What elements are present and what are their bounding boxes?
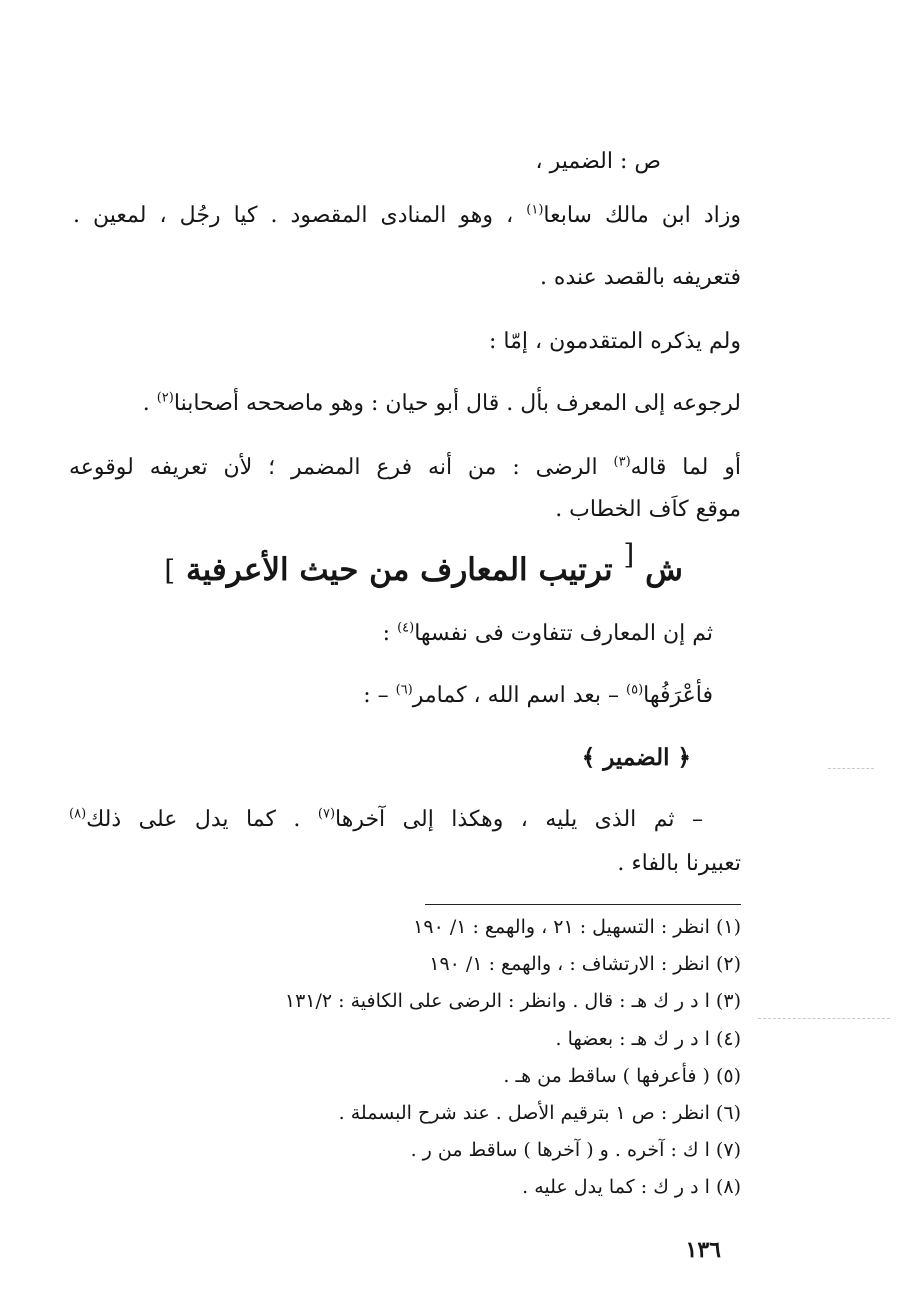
footnote-2 xyxy=(429,947,741,981)
body-text: فأعْرَفُها xyxy=(643,683,713,708)
body-text: وزاد ابن مالك سابعا xyxy=(543,203,741,228)
page-number xyxy=(686,1230,721,1270)
footnote-ref-1: (١) xyxy=(526,202,544,218)
body-text: – ثم الذى يليه ، وهكذا إلى آخرها xyxy=(335,807,703,832)
subheading-text: ﴿ الضمير ﴾ xyxy=(581,744,691,771)
body-line-4 xyxy=(143,384,741,424)
footnote-text: (٤) ا د ر ك هـ : بعضها . xyxy=(555,1028,741,1050)
heading-close-bracket: ] xyxy=(164,554,176,587)
body-line-2 xyxy=(540,258,741,298)
footnote-ref-6: (٦) xyxy=(395,682,413,698)
scan-artifact xyxy=(828,768,874,769)
scan-artifact xyxy=(758,1018,890,1019)
section-heading xyxy=(164,538,683,597)
body-text: – بعد اسم الله ، كمامر xyxy=(412,683,619,708)
body-text: . كما يدل على ذلك xyxy=(86,807,301,832)
body-line-5 xyxy=(69,448,741,488)
footnote-1 xyxy=(413,910,741,944)
body-line-7 xyxy=(383,614,713,654)
footnote-7 xyxy=(411,1133,741,1167)
heading-open-bracket: [ xyxy=(623,538,635,571)
footnote-text: (٥) ( فأعرفها ) ساقط من هـ . xyxy=(503,1065,741,1087)
footnote-separator xyxy=(425,904,741,905)
body-text: ثم إن المعارف تتفاوت فى نفسها xyxy=(414,621,713,646)
body-text: ، وهو المنادى المقصود . كيا رجُل ، لمعين . xyxy=(73,203,514,228)
body-line-1 xyxy=(73,196,741,236)
heading-title: ترتيب المعارف من حيث الأعرفية xyxy=(185,552,613,588)
footnote-4 xyxy=(556,1022,741,1056)
header-marker: ص xyxy=(634,149,661,174)
body-line-10 xyxy=(617,844,741,884)
pronoun-subheading xyxy=(582,738,691,778)
footnote-text: (٣) ا د ر ك هـ : قال . وانظر : الرضى على الكافية : ١٣١/٢ xyxy=(284,990,741,1012)
footnote-ref-8: (٨) xyxy=(69,806,87,822)
footnote-text: (٢) انظر : الارتشاف : ، والهمع : ١/ ١٩٠ xyxy=(429,953,741,975)
body-line-6 xyxy=(555,490,741,530)
body-text: فتعريفه بالقصد عنده . xyxy=(539,265,741,290)
running-header xyxy=(536,142,662,182)
footnote-ref-2: (٢) xyxy=(156,390,174,406)
footnote-ref-4: (٤) xyxy=(397,620,415,636)
footnote-3 xyxy=(285,984,741,1018)
footnote-ref-3: (٣) xyxy=(613,454,631,470)
footnote-ref-5: (٥) xyxy=(626,682,644,698)
footnote-6 xyxy=(339,1096,741,1130)
body-text: – : xyxy=(363,683,389,708)
footnote-ref-7: (٧) xyxy=(317,806,336,822)
body-text: الرضى : من أنه فرع المضمر ؛ لأن تعريفه لوقوعه xyxy=(69,455,598,480)
body-text: ولم يذكره المتقدمون ، إمّا : xyxy=(488,329,741,354)
page-number-text: ١٣٦ xyxy=(685,1237,721,1263)
footnote-5 xyxy=(503,1059,741,1093)
body-text: : xyxy=(382,621,391,646)
body-text: موقع كاَف الخطاب . xyxy=(555,497,741,522)
body-text: لرجوعه إلى المعرف بأل . قال أبو حيان : وهو ماصححه أصحابنا xyxy=(173,391,741,416)
footnote-text: (١) انظر : التسهيل : ٢١ ، والهمع : ١/ ١٩٠ xyxy=(413,916,741,938)
body-line-3 xyxy=(489,322,741,362)
heading-prefix: ش xyxy=(645,552,683,588)
footnote-text: (٧) ا ك : آخره . و ( آخرها ) ساقط من ر . xyxy=(410,1139,741,1161)
body-text: أو لما قاله xyxy=(630,455,741,480)
footnote-8 xyxy=(522,1170,741,1204)
footnote-text: (٨) ا د ر ك : كما يدل عليه . xyxy=(522,1176,741,1198)
body-text: تعبيرنا بالفاء . xyxy=(617,851,741,876)
footnote-text: (٦) انظر : ص ١ بترقيم الأصل . عند شرح البسملة . xyxy=(338,1102,741,1124)
body-line-8 xyxy=(363,676,713,716)
body-line-9 xyxy=(69,800,703,840)
header-text: : الضمير ، xyxy=(535,149,628,174)
body-text: . xyxy=(142,391,150,416)
